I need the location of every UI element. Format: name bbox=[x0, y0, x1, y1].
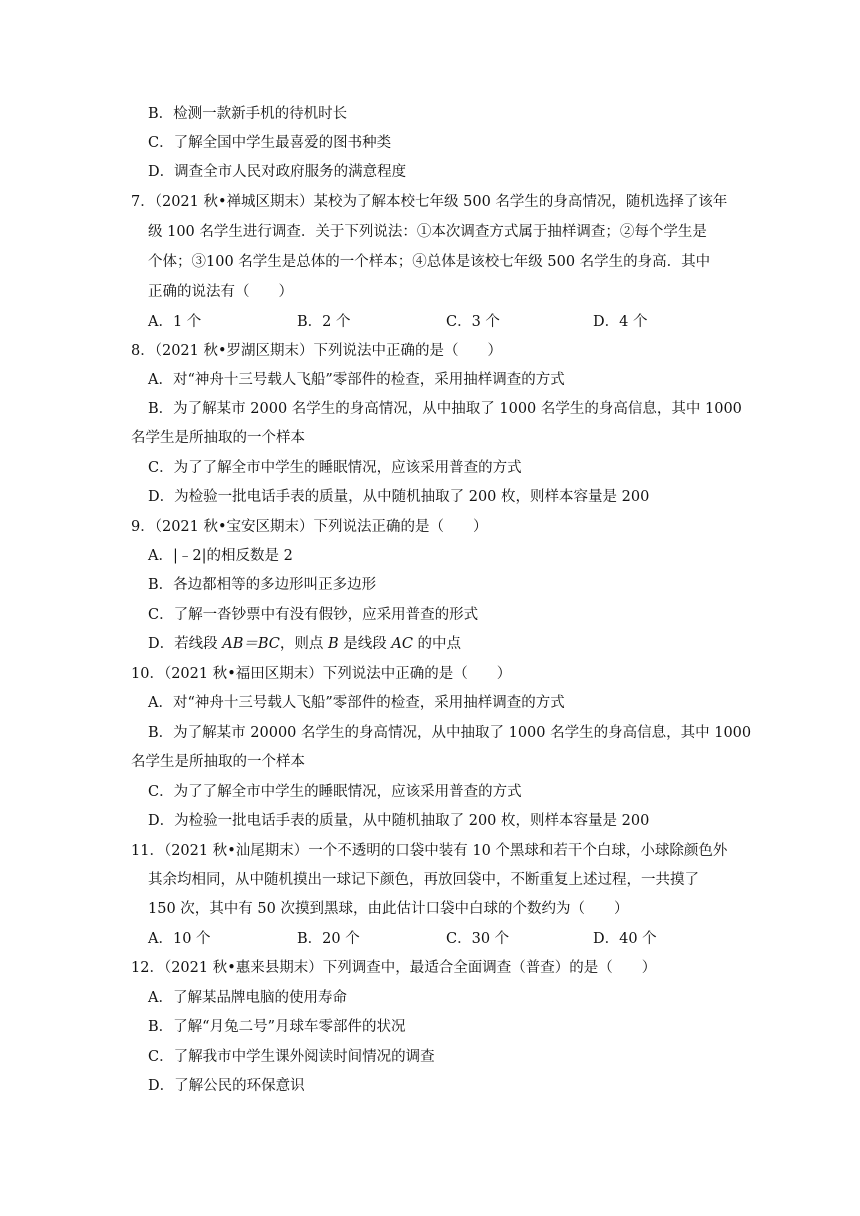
q12-stem: 12．（2021 秋•惠来县期末）下列调查中，最适合全面调查（普查）的是（ ） bbox=[131, 960, 657, 976]
q10-option-a: A．对“神舟十三号载人飞船”零部件的检查，采用抽样调查的方式 bbox=[148, 695, 565, 711]
q9-option-d-segment: AC bbox=[391, 636, 413, 652]
q11-option-a: A．10 个 bbox=[148, 931, 211, 947]
q6-option-c: C．了解全国中学生最喜爱的图书种类 bbox=[148, 135, 392, 151]
q7-stem-line2: 级 100 名学生进行调查．关于下列说法：①本次调查方式属于抽样调查；②每个学生是 bbox=[148, 224, 707, 240]
q12-option-b: B．了解“月兔二号”月球车零部件的状况 bbox=[148, 1019, 406, 1035]
q8-stem: 8．（2021 秋•罗湖区期末）下列说法中正确的是（ ） bbox=[131, 343, 503, 359]
q9-option-d-suffix: 的中点 bbox=[412, 636, 462, 652]
q10-option-c: C．为了了解全市中学生的睡眠情况，应该采用普查的方式 bbox=[148, 784, 522, 800]
q9-option-d-point: B bbox=[328, 636, 339, 652]
q7-stem-line3: 个体；③100 名学生是总体的一个样本；④总体是该校七年级 500 名学生的身高．其中 bbox=[148, 254, 711, 270]
q9-option-c: C．了解一沓钞票中有没有假钞，应采用普查的形式 bbox=[148, 607, 479, 623]
q7-option-d: D．4 个 bbox=[593, 314, 648, 330]
q10-option-b-line1: B．为了解某市 20000 名学生的身高情况，从中抽取了 1000 名学生的身高信息，其中 1000 bbox=[148, 725, 752, 741]
q8-option-a: A．对“神舟十三号载人飞船”零部件的检查，采用抽样调查的方式 bbox=[148, 372, 565, 388]
q9-option-a: A．|﹣2|的相反数是 2 bbox=[148, 548, 293, 564]
q6-option-b: B．检测一款新手机的待机时长 bbox=[148, 106, 348, 122]
q11-stem-line2: 其余均相同，从中随机摸出一球记下颜色，再放回袋中，不断重复上述过程，一共摸了 bbox=[148, 872, 699, 888]
q11-stem-line3: 150 次，其中有 50 次摸到黑球，由此估计口袋中白球的个数约为（ ） bbox=[148, 901, 629, 917]
q9-option-d-prefix: D．若线段 bbox=[148, 636, 223, 652]
q7-option-c: C．3 个 bbox=[446, 314, 500, 330]
q7-option-a: A．1 个 bbox=[148, 314, 202, 330]
q9-option-d-middle2: 是线段 bbox=[338, 636, 392, 652]
q9-stem: 9．（2021 秋•宝安区期末）下列说法正确的是（ ） bbox=[131, 519, 488, 535]
q10-option-d: D．为检验一批电话手表的质量，从中随机抽取了 200 枚，则样本容量是 200 bbox=[148, 813, 650, 829]
q12-option-d: D．了解公民的环保意识 bbox=[148, 1078, 305, 1094]
q9-option-d-middle: ，则点 bbox=[279, 636, 328, 652]
q7-option-b: B．2 个 bbox=[297, 314, 351, 330]
q8-option-d: D．为检验一批电话手表的质量，从中随机抽取了 200 枚，则样本容量是 200 bbox=[148, 489, 650, 505]
q7-stem-line1: 7．（2021 秋•禅城区期末）某校为了解本校七年级 500 名学生的身高情况，随机选择了该年 bbox=[131, 194, 728, 210]
q11-stem-line1: 11．（2021 秋•汕尾期末）一个不透明的口袋中装有 10 个黑球和若干个白球，小球除颜色外 bbox=[131, 843, 728, 859]
q8-option-b-line1: B．为了解某市 2000 名学生的身高情况，从中抽取了 1000 名学生的身高信息，其中 1000 bbox=[148, 401, 742, 417]
q11-option-b: B．20 个 bbox=[297, 931, 360, 947]
q8-option-b-line2: 名学生是所抽取的一个样本 bbox=[131, 430, 305, 446]
q9-option-d-equation: AB＝BC bbox=[222, 636, 280, 652]
q11-option-c: C．30 个 bbox=[446, 931, 510, 947]
q7-stem-line4: 正确的说法有（ ） bbox=[148, 284, 293, 300]
q10-option-b-line2: 名学生是所抽取的一个样本 bbox=[131, 754, 305, 770]
q6-option-d: D．调查全市人民对政府服务的满意程度 bbox=[148, 164, 407, 180]
q12-option-c: C．了解我市中学生课外阅读时间情况的调查 bbox=[148, 1049, 435, 1065]
q12-option-a: A．了解某品牌电脑的使用寿命 bbox=[148, 990, 347, 1006]
q10-stem: 10．（2021 秋•福田区期末）下列说法中正确的是（ ） bbox=[131, 666, 512, 682]
q8-option-c: C．为了了解全市中学生的睡眠情况，应该采用普查的方式 bbox=[148, 460, 522, 476]
q9-option-b: B．各边都相等的多边形叫正多边形 bbox=[148, 577, 377, 593]
q9-option-d bbox=[148, 634, 461, 654]
q11-option-d: D．40 个 bbox=[593, 931, 657, 947]
